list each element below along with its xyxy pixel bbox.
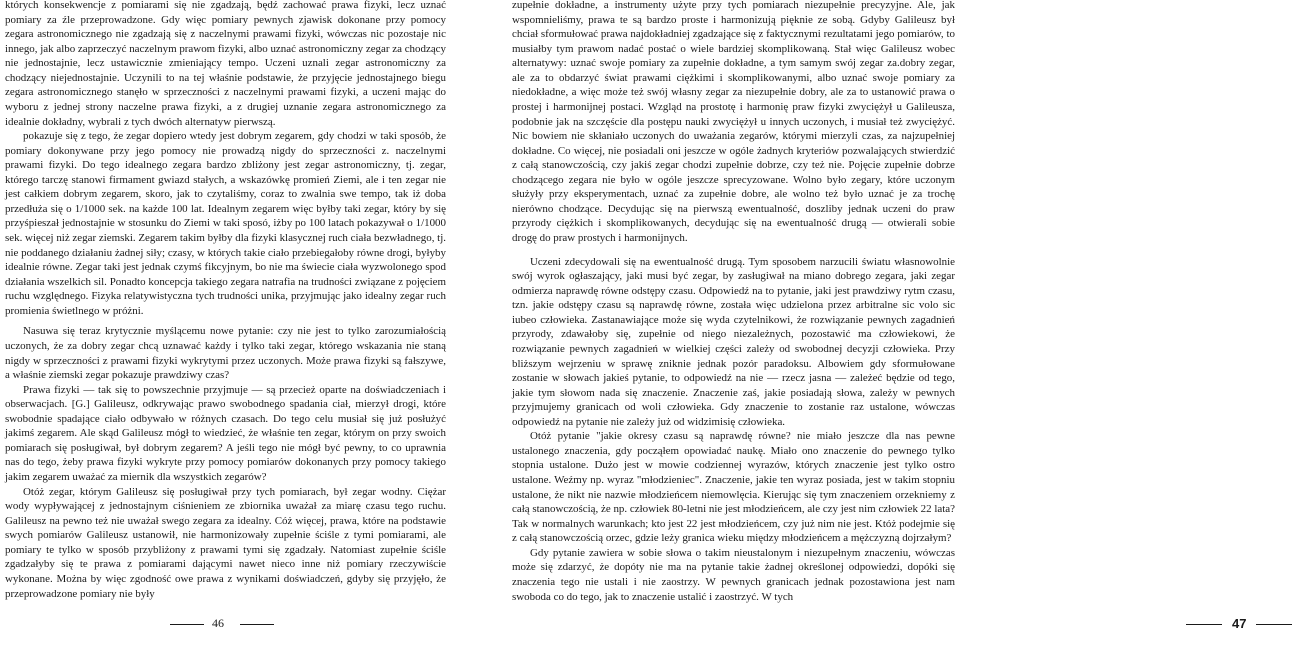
paragraph: Otóż pytanie "jakie okresy czasu są naprawdę równe? nie miało jeszcze dla nas pewne ustalonego znaczenia, gdy począłem opowiadać naukę. Miało ono znaczenie do pewnego tylko stopnia ustalone. Dużo jest w mowie codziennej wyrazów, których znaczenie jest tylko ostro ustalone. Weźmy np. wyraz "młodzieniec". Znaczenie, jakie ten wyraz posiada, jest w takim stopniu ustalone, że nikt nie nazwie młodzieńcem niemowlęcia. Kierując się tym znaczeniem orzekniemy z całą stanowczością, że np. człowiek 80-letni nie jest młodzieńcem, ale czy jest nim człowiek 22 lata? Tak w normalnych warunkach; kto jest 22 jest młodzieńcem, czy już nim nie jest. Któż podejmie się z całą stanowczością orzec, gdzie leży granica wieku między młodzieńcem a mężczyzną dojrzałym? (512, 430, 955, 545)
page-number-rule (1186, 624, 1222, 625)
right-page (506, 0, 1247, 649)
paragraph: zupełnie dokładne, a instrumenty użyte przy tych pomiarach niezupełnie precyzyjne. Ale, jak wspomnieliśmy, prawa te są bardzo proste i harmonizują pięknie ze sobą. Gdyby Galileusz był chciał sformułować prawa najdokładniej zgadzające się z faktycznymi rezultatami jego pomiarów, to musiałby tym prawom nadać postać o wiele bardziej skomplikowaną. Stał więc Galileusz wobec alternatywy: uznać swoje pomiary za zupełnie dokładne, a tym samym swój zegar za.dobry zegar, ale za to obdarzyć świat prawami ciężkimi i skomplikowanymi, albo uznać swoje pomiary za niedokładne, a więc może też swój własny zegar za niezupełnie dobry, ale za to ustanowić prawa o prostej i harmonijnej postaci. Wzgląd na prostotę i harmonię praw fizyki zwyciężył u Galileusza, podobnie jak na szczęście dla postępu nauki zwyciężył u innych uczonych, i musiał też zwyciężyć. Nic bowiem nie skłaniało uczonych do uważania zegarów, którymi mierzyli czas, za najzupełniej dokładne. Co więcej, nie posiadali oni jeszcze w ogóle żadnych kryteriów pozwalających stwierdzić z całą stanowczością, czy jakiś zegar chodzi zupełnie dobrze, czy też nie. Pojęcie zupełnie dobrze chodzącego zegara nie było w ogóle jeszcze sprecyzowane. Wolno było zegary, które uczonym służyły przy eksperymentach, uznać za zupełnie dobre, ale wolno też było uznać je za trochę nierówno chodzące. Decydując się na pierwszą ewentualność, doszliby jednak uczeni do praw przyrody ciężkich i skomplikowanych, decydując się na ewentualność drugą — otwierali sobie drogę do praw prostych i harmonijnych. (512, 0, 955, 244)
page-number: 47 (1232, 616, 1247, 631)
page-number-rule (170, 624, 204, 625)
right-page-text (512, 0, 955, 604)
paragraph: pokazuje się z tego, że zegar dopiero wtedy jest dobrym zegarem, gdy chodzi w taki sposób, że pomiary dokonywane przy jego pomocy nie prowadzą nigdy do sprzeczności z. naczelnymi prawami fizyki. Do tego idealnego zegara bardzo zbliżony jest zegar astronomiczny, tj. zegar, którego tarczę stanowi firmament gwiazd stałych, a wskazówkę promień Ziemi, ale i ten zegar nie jest całkiem dobrym zegarem, skoro, jak to czytaliśmy, coraz to zwalnia swe tempo, tak iż doba przedłuża się o 1/1000 sek. na każde 100 lat. Idealnym zegarem więc byłby taki zegar, który by się przyśpieszał jednostajnie w stosunku do Ziemi w taki sposó, iżby po 100 latach pokazywał o 1/1000 sek. więcej niż zegar ziemski. Zegarem takim byłby dla fizyki klasycznej ruch ciała bezwładnego, tj. nie poddanego działaniu żadnej siły; czasy, w których takie ciało przebiegałoby równe drogi, byłyby idealnie równe. Zegar taki jest jednak czymś fikcyjnym, bo nie ma świecie ciała wyzwolonego spod działania wszelkich sil. Ponadto koncepcja takiego zegara natrafia na trudności związane z pojęciem ruchu względnego. Fizyka relatywistyczna tych trudności unika, przyjmując jako idealny zegar ruch promienia świetlnego w próżni. (5, 130, 446, 317)
paragraph: Uczeni zdecydowali się na ewentualność drugą. Tym sposobem narzucili światu własnowolnie swój wyrok ogłaszający, jaki musi być zegar, by zasługiwał na miano dobrego zegara, jaki zegar odmierza naprawdę równe odstępy czasu. Odpowiedź na to pytanie, jaki jest prawdziwy rytm czasu, tzn. jakie odstępy czasu są naprawdę równe, została więc udzielona przez arbitralne sic volo sic iubeo człowieka. Zastanawiające może się wyda czytelnikowi, że rozwiązanie pewnych zagadnień przyrody, zdawałoby się, zupełnie od niego niezależnych, pozostawić ma człowiekowi, że rozwiązanie pewnych zagadnień w wielkiej części zależy od swobodnej decyzji człowieka. Przy bliższym wejrzeniu w sprawę zniknie jednak pozór paradoksu. Albowiem gdy sformułowane zostanie w słowach jakieś pytanie, to odpowiedź na nie — rzecz jasna — zależeć będzie od tego, jakie tym słowom nada się znaczenie. Znaczenie zaś, jakie posiadają słowa, zależy w pewnych przyjmujemy granicach od woli człowieka. Gdy znaczenie to zostanie raz ustalone, wówczas odpowiedź na pytanie nie zależy już od widzimisię człowieka. (512, 255, 955, 428)
paragraph: Nasuwa się teraz krytycznie myślącemu nowe pytanie: czy nie jest to tylko zarozumiałością uczonych, że za dobry zegar chcą uznawać każdy i tylko taki zegar, którego wskazania nie staną nigdy w sprzeczności z prawami fizyki wykrytymi przez uczonych. Może prawa fizyki są fałszywe, a właśnie ziemski zegar pokazuje prawdziwy czas? (5, 325, 446, 382)
paragraph: których konsekwencje z pomiarami się nie zgadzają, będź zachować prawa fizyki, lecz uznać pomiary za źle przeprowadzone. Gdy więc pomiary pewnych zjawisk dokonane przy pomocy zegara astronomicznego nie zgadzają się z naczelnymi prawami fizyki, wówczas nic pozostaje nic innego, jak albo zaprzeczyć naczelnym prawom fizyki, albo uznać astronomiczny zegar za chodzący nie jednostajnie, lecz ustawicznie zmieniający tempo. Uczeni uznali zegar astronomiczny za chodzący niejednostajnie. Uczynili to na tej właśnie podstawie, że przyjęcie jednostajnego biegu zegara astronomicznego stanęło w sprzeczności z naczelnymi prawami fizyki, a uczeni mając do wyboru z jednej strony naczelne prawa fizyki, a z drugiej uznanie zegara astronomicznego za idealnie dokładny, wybrali z tych dwóch alternatyw pierwszą. (5, 0, 446, 128)
page-number-rule (240, 624, 274, 625)
paragraph: Otóż zegar, którym Galileusz się posługiwał przy tych pomiarach, był zegar wodny. Ciężar wody wypływającej z jednostajnym ciśnieniem ze zbiornika uważał za miarę czasu tego ruchu. Galileusz na pewno też nie uważał swego zegara za idealny. Cóż więcej, prawa, które na podstawie swych pomiarów Galileusz ustanowił, nie harmonizowały zupełnie ściśle z tymi pomiarami, ale pomiary te tylko w sposób przybliżony z prawami tymi się zgadzały. Natomiast zupełnie ściśle zgadzałyby się te prawa z pomiarami dającymi nawet nieco inne niż pomiary rzeczywiście wykonane. Można by więc zgodność owe prawa z wynikami doświadczeń, gdyby się przyjęło, że przeprowadzone pomiary nie były (5, 485, 446, 600)
paragraph: Gdy pytanie zawiera w sobie słowa o takim nieustalonym i niezupełnym znaczeniu, wówczas może się zdarzyć, że dopóty nie ma na pytanie takie żadnej określonej odpowiedzi, dopóki się znaczenia tego nie ustali i nie zaostrzy. W pewnych granicach jednak pozostawiona jest nam swoboda co do tego, jak to znaczenie ustalić i zaostrzyć. W tych (512, 546, 955, 603)
page-number: 46 (212, 616, 224, 630)
left-page-text (5, 0, 446, 601)
left-page (0, 0, 454, 649)
page-number-rule (1256, 624, 1292, 625)
paragraph: Prawa fizyki — tak się to powszechnie przyjmuje — są przecież oparte na doświadczeniach i obserwacjach. [G.] Galileusz, odkrywając prawo swobodnego spadania ciał, mierzył drogi, które swobodnie spadające ciało odbywało w różnych czasach. Do tego celu musiał się już posłużyć jakimś zegarem. Ale skąd Galileusz mógł to wiedzieć, że właśnie ten zegar, którym on przy swoich pomiarach się posługiwał, był dobrym zegarem? A jeśli tego nie mógł być pewny, to co uprawnia nas do tego, żeby prawa fizyki wykryte przy pomocy pomiarów dokonanych przy pomocy takiego jakim zegarem uważać za miernik dla wszystkich zegarów? (5, 383, 446, 483)
